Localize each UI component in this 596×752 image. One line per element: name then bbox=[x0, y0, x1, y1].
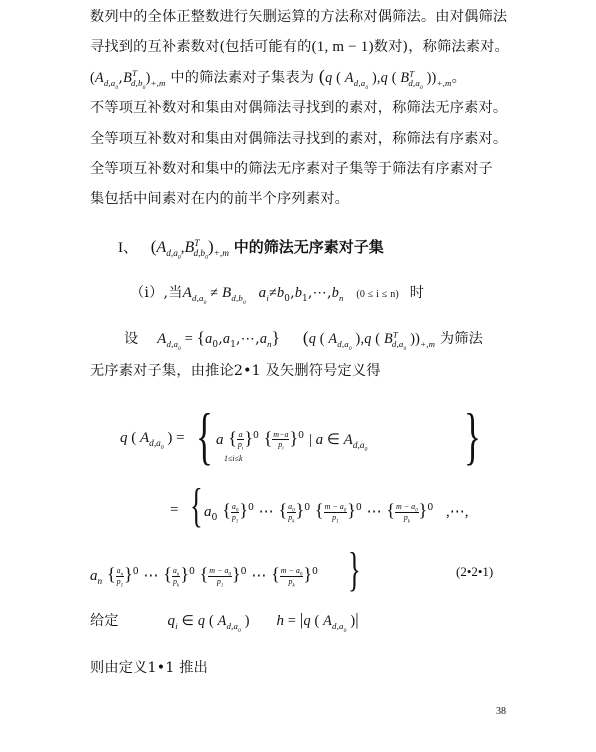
set-definition-cont: 无序素对子集，由推论2•1 及矢删符号定义得 bbox=[90, 363, 381, 379]
para1-line4: 不等项互补数对和集由对偶筛法寻找到的素对，称筛法无序素对。 bbox=[90, 100, 508, 116]
para1-line6: 全等项互补数对和集中的筛法无序素对子集等于筛法有序素对子 bbox=[90, 161, 493, 177]
case-i-line: （ⅰ）,当$A_{d,a_0} \ne B_{d,b_0}$ $a_i\ne b_0,b_1,\cdots,b_n$ (0 ≤ i ≤ n) 时 bbox=[130, 285, 425, 306]
equation-tag: (2•2•1) bbox=[456, 564, 494, 579]
given-line: 给定 $q_i$ ∈ q ( $A_{d,a_0}$ ) h = |q ( $A_{d,a_0}$ )| bbox=[90, 610, 359, 634]
para1-line7: 集包括中间素对在内的前半个序列素对。 bbox=[90, 191, 349, 207]
set-definition-line: 设 $A_{d,a_0}$ = $\{a_0,a_1,\cdots,a_n\}$ (q ( $A_{d,a_0}$ ),q ( $B^T_{d,a_0}$ ))$_{+,m}$ 为筛法 bbox=[124, 328, 484, 352]
equation-line-2: = { $a_0$ { $\frac{a_0}{p_1}$ }$^0$ ⋯ { $\frac{a_0}{p_k}$ }$^0$ { $\frac{m - a_0}{p_1}$ }$^0$ ⋯ { $\frac{m - a_0}{p_k}$ }$^0$ ,⋯, bbox=[170, 479, 469, 532]
page-number: 38 bbox=[496, 706, 506, 717]
equation-line-3: $a_n$ { $\frac{a_n}{p_1}$ }$^0$ ⋯ { $\frac{a_n}{p_k}$ }$^0$ { $\frac{m - a_0}{p_1}$ }$^0$ ⋯ { $\frac{m - a_0}{p_k}$ }$^0$ } (2•2•1) bbox=[90, 543, 494, 596]
para1-line2: 寻找到的互补素数对(包括可能有的(1, m − 1)数对)，称筛法素对。 bbox=[90, 39, 509, 55]
section-heading: I、 $(A_{d,a_0},B^T_{d,b_0})_{+,m}$ 中的筛法无序素对子集 bbox=[118, 237, 384, 261]
para1-line1: 数列中的全体正整数进行矢删运算的方法称对偶筛法。由对偶筛法 bbox=[90, 9, 508, 25]
conclude-line: 则由定义1•1 推出 bbox=[90, 660, 209, 676]
para1-line3: $(A_{d,a_0},B^T_{d,b_0})_{+,m}$ 中的筛法素对子集表为 (q ( $A_{d,a_0}$ ),q ( $B^T_{d,a_0}$ ))$_{+,m}$。 bbox=[90, 66, 466, 91]
para1-line5: 全等项互补数对和集由对偶筛法寻找到的素对，称筛法有序素对。 bbox=[90, 131, 508, 147]
